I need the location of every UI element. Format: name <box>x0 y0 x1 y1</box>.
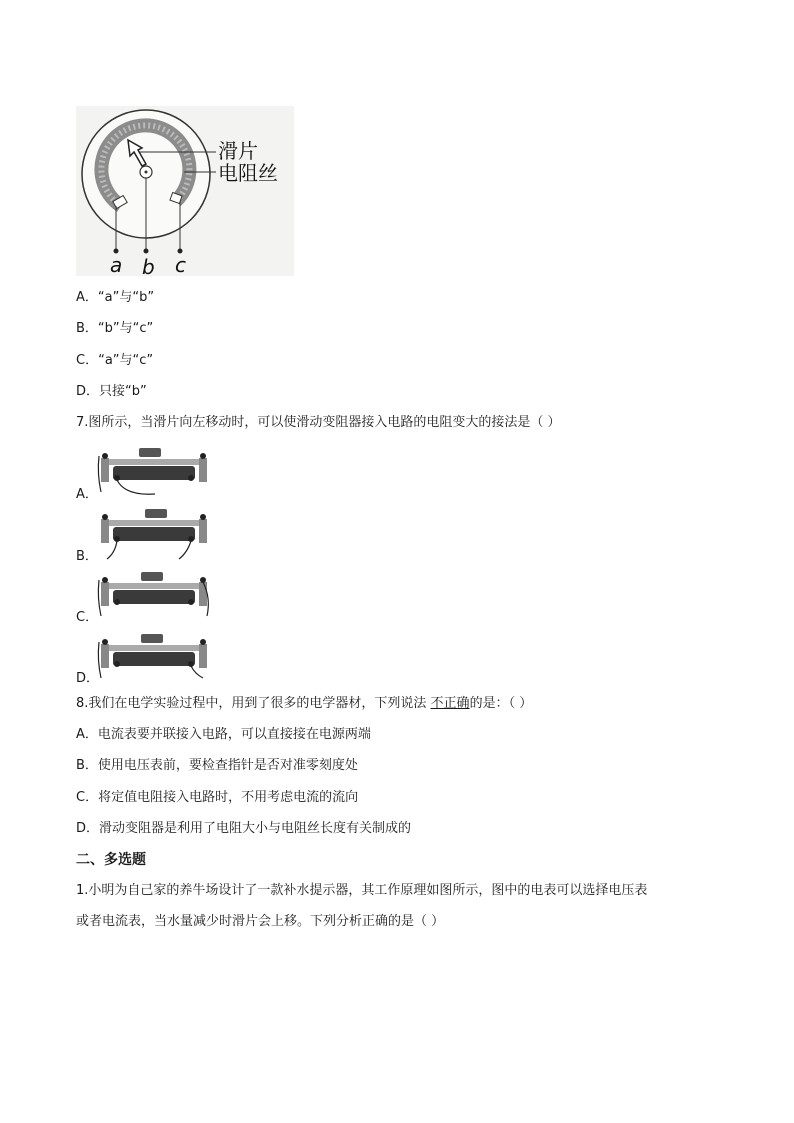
label-slider: 滑片 <box>218 139 258 163</box>
q6-option-b: B．“b”与“c” <box>76 321 154 336</box>
rotary-resistor-diagram <box>76 106 294 276</box>
terminal-c-label: c <box>175 253 186 276</box>
q7-option-a-label: A． <box>76 487 98 502</box>
slide-rheostat-icon <box>95 630 215 682</box>
q7-option-c-rheostat-image <box>95 568 215 624</box>
q7-option-a-rheostat-image <box>95 444 215 500</box>
q8-option-a: A．电流表要并联接入电路，可以直接接在电源两端 <box>76 727 371 742</box>
q7-option-d-label: D． <box>76 671 100 686</box>
terminal-b-label: b <box>142 255 155 276</box>
q8-option-c: C．将定值电阻接入电路时，不用考虑电流的流向 <box>76 790 359 805</box>
q6-option-c: C．“a”与“c” <box>76 353 154 368</box>
section-heading-multi-choice: 二、多选题 <box>76 852 146 868</box>
terminal-a-label: a <box>110 253 123 276</box>
label-resistance-wire: 电阻丝 <box>218 161 278 185</box>
q7-option-d-rheostat-image <box>95 630 215 686</box>
slide-rheostat-icon <box>95 505 215 561</box>
q8-stem: 8.我们在电学实验过程中，用到了很多的电学器材，下列说法 不正确的是：（ ） <box>76 696 533 711</box>
s2-q1-stem-line1: 1.小明为自己家的养牛场设计了一款补水提示器，其工作原理如图所示，图中的电表可以选择电压表 <box>76 883 648 898</box>
slide-rheostat-icon <box>95 444 215 496</box>
q8-underlined-keyword: 不正确 <box>430 696 470 711</box>
q7-option-b-label: B． <box>76 549 98 564</box>
s2-q1-stem-line2: 或者电流表，当水量减少时滑片会上移。下列分析正确的是（ ） <box>76 914 445 929</box>
q7-option-b-rheostat-image <box>95 505 215 565</box>
q8-option-d: D．滑动变阻器是利用了电阻大小与电阻丝长度有关制成的 <box>76 821 412 836</box>
slide-rheostat-icon <box>95 568 215 620</box>
q6-figure <box>76 106 294 276</box>
q6-option-d: D．只接“b” <box>76 384 147 399</box>
q7-stem: 7.图所示，当滑片向左移动时，可以使滑动变阻器接入电路的电阻变大的接法是（ ） <box>76 415 561 430</box>
q8-option-b: B．使用电压表前，要检查指针是否对准零刻度处 <box>76 758 358 773</box>
q6-option-a: A．“a”与“b” <box>76 290 155 305</box>
q7-option-c-label: C． <box>76 610 99 625</box>
